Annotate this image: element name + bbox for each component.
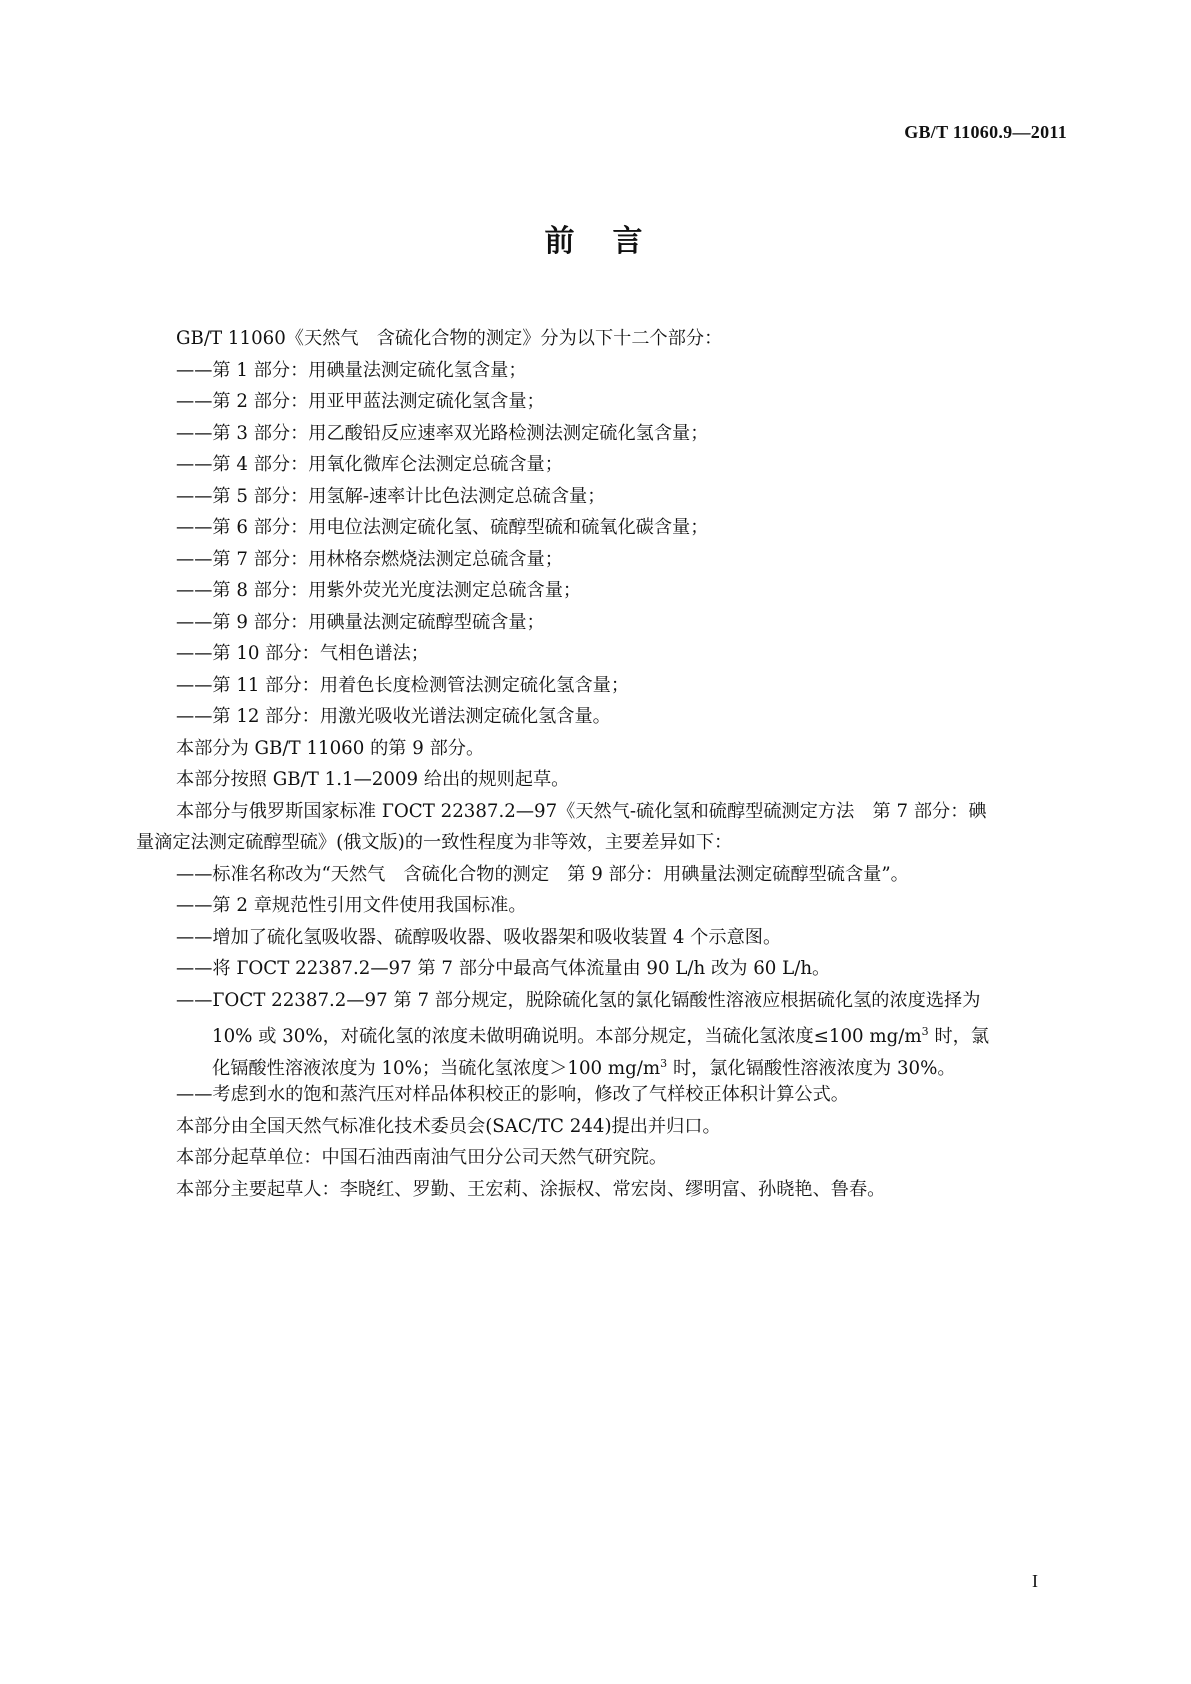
difference-item-continuation — [136, 1048, 1068, 1080]
list-item: ——第 5 部分：用氢解-速率计比色法测定总硫含量； — [176, 485, 606, 507]
difference-item: ——标准名称改为“天然气 含硫化合物的测定 第 9 部分：用碘量法测定硫醇型硫含量”。 — [176, 863, 909, 885]
page-title: 前 言 — [544, 224, 647, 259]
this-part-paragraph: 本部分为 GB/T 11060 的第 9 部分。 — [176, 737, 485, 759]
equivalence-paragraph-line2: 量滴定法测定硫醇型硫》(俄文版)的一致性程度为非等效，主要差异如下： — [136, 832, 733, 853]
intro-paragraph: GB/T 11060《天然气 含硫化合物的测定》分为以下十二个部分： — [176, 328, 723, 349]
list-item: ——第 4 部分：用氧化微库仑法测定总硫含量； — [176, 454, 563, 475]
list-item: ——第 9 部分：用碘量法测定硫醇型硫含量； — [176, 611, 545, 633]
difference-item: ——考虑到水的饱和蒸汽压对样品体积校正的影响，修改了气样校正体积计算公式。 — [176, 1084, 849, 1105]
foreword-body — [136, 323, 1068, 1205]
proposed-by-paragraph: 本部分由全国天然气标准化技术委员会(SAC/TC 244)提出并归口。 — [176, 1115, 721, 1137]
equivalence-paragraph-line1: 本部分与俄罗斯国家标准 ГОСТ 22387.2—97《天然气-硫化氢和硫醇型硫测定方法 第 7 部分：碘 — [176, 800, 987, 822]
list-item: ——第 7 部分：用林格奈燃烧法测定总硫含量； — [176, 548, 563, 570]
difference-item-multiline: ——ГОСТ 22387.2—97 第 7 部分规定，脱除硫化氢的氯化镉酸性溶液应根据硫化氢的浓度选择为 — [176, 989, 981, 1011]
list-item: ——第 10 部分：气相色谱法； — [176, 643, 429, 664]
list-item: ——第 12 部分：用激光吸收光谱法测定硫化氢含量。 — [176, 706, 611, 727]
text-segment: 化镉酸性溶液浓度为 10%；当硫化氢浓度＞100 mg/m — [212, 1057, 661, 1079]
list-item: ——第 1 部分：用碘量法测定硫化氢含量； — [176, 359, 527, 381]
list-item: ——第 11 部分：用着色长度检测管法测定硫化氢含量； — [176, 674, 630, 696]
difference-item-continuation — [136, 1016, 1068, 1048]
superscript: 3 — [921, 1025, 929, 1038]
difference-item: ——第 2 章规范性引用文件使用我国标准。 — [176, 895, 527, 916]
page-number: I — [1032, 1571, 1038, 1591]
drafters-paragraph: 本部分主要起草人：李晓红、罗勤、王宏莉、涂振权、常宏岗、缪明富、孙晓艳、鲁春。 — [176, 1178, 886, 1200]
difference-item: ——将 ГОСТ 22387.2—97 第 7 部分中最高气体流量由 90 L/h 改为 60 L/h。 — [176, 958, 831, 979]
list-item: ——第 2 部分：用亚甲蓝法测定硫化氢含量； — [176, 391, 545, 412]
list-item: ——第 3 部分：用乙酸铅反应速率双光路检测法测定硫化氢含量； — [176, 422, 709, 444]
list-item: ——第 6 部分：用电位法测定硫化氢、硫醇型硫和硫氧化碳含量； — [176, 517, 709, 538]
difference-item: ——增加了硫化氢吸收器、硫醇吸收器、吸收器架和吸收装置 4 个示意图。 — [176, 926, 782, 948]
list-item: ——第 8 部分：用紫外荧光光度法测定总硫含量； — [176, 580, 582, 601]
standard-number: GB/T 11060.9—2011 — [904, 122, 1067, 142]
drafting-rules-paragraph: 本部分按照 GB/T 1.1—2009 给出的规则起草。 — [176, 769, 570, 790]
text-segment: 时，氯化镉酸性溶液浓度为 30%。 — [667, 1057, 956, 1079]
drafting-unit-paragraph: 本部分起草单位：中国石油西南油气田分公司天然气研究院。 — [176, 1147, 668, 1168]
superscript: 3 — [660, 1056, 668, 1070]
text-segment: 时，氯 — [928, 1026, 990, 1048]
text-segment: 10% 或 30%，对硫化氢的浓度未做明确说明。本部分规定，当硫化氢浓度≤100 mg/m — [212, 1026, 922, 1048]
